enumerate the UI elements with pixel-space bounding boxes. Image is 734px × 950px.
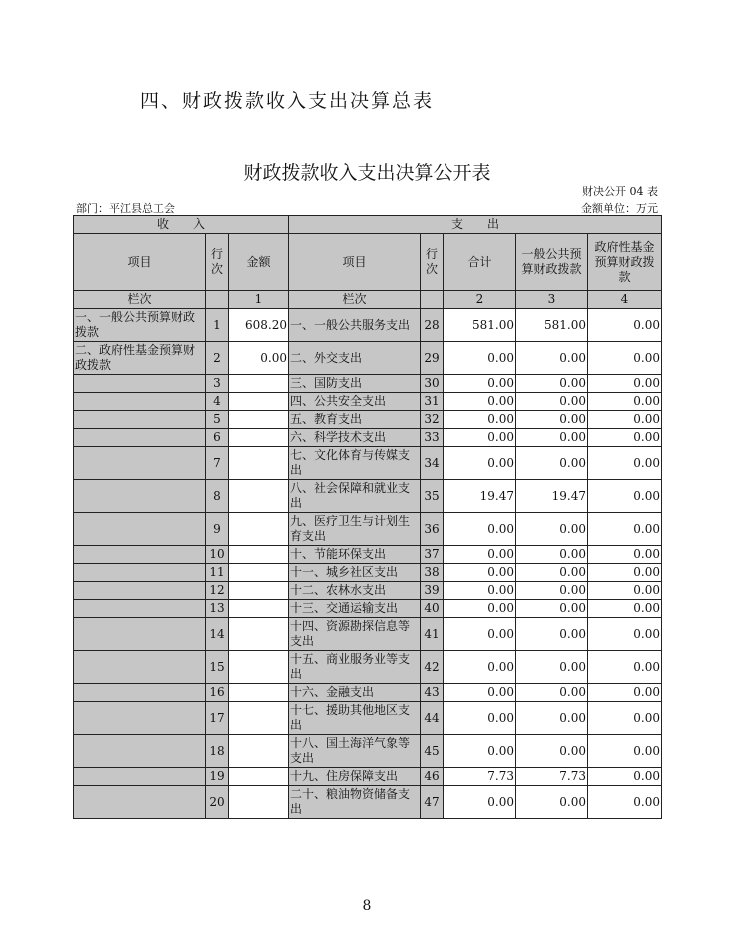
department-label: 部门：平江县总工会 bbox=[76, 202, 175, 215]
income-amount-cell bbox=[229, 411, 289, 429]
income-item-cell bbox=[74, 546, 206, 564]
expense-gov-fund-cell: 0.00 bbox=[588, 513, 662, 546]
income-line-cell: 8 bbox=[206, 480, 229, 513]
expense-gov-fund-cell: 0.00 bbox=[588, 618, 662, 651]
expense-item-cell: 十、节能环保支出 bbox=[289, 546, 421, 564]
expense-general-cell: 0.00 bbox=[516, 546, 588, 564]
income-amount-cell bbox=[229, 618, 289, 651]
expense-total-cell: 0.00 bbox=[444, 546, 516, 564]
income-amount-cell bbox=[229, 513, 289, 546]
expense-total-cell: 0.00 bbox=[444, 684, 516, 702]
col-line-header: 行次 bbox=[206, 234, 229, 291]
table-row bbox=[74, 768, 662, 786]
col-gov-fund-header: 政府性基金预算财政拨款 bbox=[588, 234, 662, 291]
income-amount-cell bbox=[229, 684, 289, 702]
expense-general-cell: 0.00 bbox=[516, 375, 588, 393]
income-line-cell: 17 bbox=[206, 702, 229, 735]
expense-header: 支 出 bbox=[289, 216, 662, 234]
income-amount-cell bbox=[229, 786, 289, 819]
section-heading: 四、财政拨款收入支出决算总表 bbox=[140, 90, 435, 112]
income-amount-cell bbox=[229, 480, 289, 513]
table-row bbox=[74, 513, 662, 546]
expense-gov-fund-cell: 0.00 bbox=[588, 564, 662, 582]
col-general-header: 一般公共预算财政拨款 bbox=[516, 234, 588, 291]
expense-item-cell: 一、一般公共服务支出 bbox=[289, 309, 421, 342]
expense-general-cell: 0.00 bbox=[516, 735, 588, 768]
table-row bbox=[74, 600, 662, 618]
table-row bbox=[74, 309, 662, 342]
expense-general-cell: 0.00 bbox=[516, 684, 588, 702]
income-item-cell bbox=[74, 447, 206, 480]
col-total-header: 合计 bbox=[444, 234, 516, 291]
expense-item-cell: 七、文化体育与传媒支出 bbox=[289, 447, 421, 480]
income-line-cell: 3 bbox=[206, 375, 229, 393]
income-amount-cell bbox=[229, 564, 289, 582]
expense-item-cell: 十一、城乡社区支出 bbox=[289, 564, 421, 582]
page-number: 8 bbox=[362, 898, 372, 914]
expense-total-cell: 0.00 bbox=[444, 429, 516, 447]
budget-table bbox=[73, 215, 662, 819]
expense-line-cell: 40 bbox=[421, 600, 444, 618]
income-line-cell: 12 bbox=[206, 582, 229, 600]
col-index-blank bbox=[206, 291, 229, 309]
expense-item-cell: 十二、农林水支出 bbox=[289, 582, 421, 600]
table-row bbox=[74, 411, 662, 429]
expense-total-cell: 0.00 bbox=[444, 393, 516, 411]
expense-line-cell: 44 bbox=[421, 702, 444, 735]
income-amount-cell bbox=[229, 429, 289, 447]
table-row bbox=[74, 735, 662, 768]
income-item-cell bbox=[74, 768, 206, 786]
expense-gov-fund-cell: 0.00 bbox=[588, 600, 662, 618]
income-line-cell: 10 bbox=[206, 546, 229, 564]
income-line-cell: 6 bbox=[206, 429, 229, 447]
expense-item-cell: 二、外交支出 bbox=[289, 342, 421, 375]
income-header: 收 入 bbox=[74, 216, 289, 234]
income-amount-cell bbox=[229, 582, 289, 600]
expense-gov-fund-cell: 0.00 bbox=[588, 393, 662, 411]
expense-item-cell: 二十、粮油物资储备支出 bbox=[289, 786, 421, 819]
income-amount-cell bbox=[229, 375, 289, 393]
expense-line-cell: 38 bbox=[421, 564, 444, 582]
expense-general-cell: 0.00 bbox=[516, 618, 588, 651]
expense-general-cell: 0.00 bbox=[516, 702, 588, 735]
income-amount-cell bbox=[229, 768, 289, 786]
expense-gov-fund-cell: 0.00 bbox=[588, 684, 662, 702]
expense-gov-fund-cell: 0.00 bbox=[588, 342, 662, 375]
income-item-cell bbox=[74, 735, 206, 768]
table-row bbox=[74, 375, 662, 393]
table-row bbox=[74, 342, 662, 375]
expense-general-cell: 0.00 bbox=[516, 393, 588, 411]
table-row bbox=[74, 429, 662, 447]
expense-line-cell: 43 bbox=[421, 684, 444, 702]
expense-general-cell: 0.00 bbox=[516, 429, 588, 447]
expense-gov-fund-cell: 0.00 bbox=[588, 411, 662, 429]
expense-item-cell: 十六、金融支出 bbox=[289, 684, 421, 702]
expense-general-cell: 0.00 bbox=[516, 411, 588, 429]
expense-item-cell: 九、医疗卫生与计划生育支出 bbox=[289, 513, 421, 546]
expense-line-cell: 46 bbox=[421, 768, 444, 786]
expense-gov-fund-cell: 0.00 bbox=[588, 735, 662, 768]
expense-line-cell: 42 bbox=[421, 651, 444, 684]
income-amount-cell: 0.00 bbox=[229, 342, 289, 375]
table-row bbox=[74, 618, 662, 651]
expense-total-cell: 0.00 bbox=[444, 342, 516, 375]
expense-gov-fund-cell: 0.00 bbox=[588, 546, 662, 564]
income-item-cell: 二、政府性基金预算财政拨款 bbox=[74, 342, 206, 375]
expense-general-cell: 0.00 bbox=[516, 651, 588, 684]
table-row bbox=[74, 546, 662, 564]
income-line-cell: 9 bbox=[206, 513, 229, 546]
income-item-cell bbox=[74, 480, 206, 513]
col-index-4: 4 bbox=[588, 291, 662, 309]
expense-total-cell: 7.73 bbox=[444, 768, 516, 786]
income-amount-cell bbox=[229, 447, 289, 480]
expense-total-cell: 0.00 bbox=[444, 513, 516, 546]
expense-general-cell: 0.00 bbox=[516, 786, 588, 819]
expense-total-cell: 0.00 bbox=[444, 411, 516, 429]
col-item-header: 项目 bbox=[74, 234, 206, 291]
expense-line-cell: 34 bbox=[421, 447, 444, 480]
income-line-cell: 11 bbox=[206, 564, 229, 582]
income-line-cell: 4 bbox=[206, 393, 229, 411]
expense-item-cell: 六、科学技术支出 bbox=[289, 429, 421, 447]
expense-gov-fund-cell: 0.00 bbox=[588, 786, 662, 819]
table-title: 财政拨款收入支出决算公开表 bbox=[243, 162, 491, 184]
expense-total-cell: 581.00 bbox=[444, 309, 516, 342]
income-line-cell: 1 bbox=[206, 309, 229, 342]
expense-total-cell: 0.00 bbox=[444, 618, 516, 651]
expense-line-cell: 47 bbox=[421, 786, 444, 819]
col-index-3: 3 bbox=[516, 291, 588, 309]
expense-gov-fund-cell: 0.00 bbox=[588, 702, 662, 735]
expense-item-cell: 五、教育支出 bbox=[289, 411, 421, 429]
table-row bbox=[74, 393, 662, 411]
income-line-cell: 15 bbox=[206, 651, 229, 684]
expense-total-cell: 0.00 bbox=[444, 375, 516, 393]
income-item-cell bbox=[74, 411, 206, 429]
expense-line-cell: 33 bbox=[421, 429, 444, 447]
income-item-cell bbox=[74, 702, 206, 735]
income-line-cell: 2 bbox=[206, 342, 229, 375]
expense-general-cell: 581.00 bbox=[516, 309, 588, 342]
form-code: 财决公开 04 表 bbox=[582, 185, 658, 198]
table-row bbox=[74, 480, 662, 513]
table-row bbox=[74, 564, 662, 582]
expense-gov-fund-cell: 0.00 bbox=[588, 447, 662, 480]
col-amount-header: 金额 bbox=[229, 234, 289, 291]
income-item-cell bbox=[74, 429, 206, 447]
expense-item-cell: 三、国防支出 bbox=[289, 375, 421, 393]
income-item-cell bbox=[74, 786, 206, 819]
income-amount-cell bbox=[229, 600, 289, 618]
income-line-cell: 5 bbox=[206, 411, 229, 429]
expense-general-cell: 0.00 bbox=[516, 447, 588, 480]
expense-item-cell: 十三、交通运输支出 bbox=[289, 600, 421, 618]
col-index-label: 栏次 bbox=[74, 291, 206, 309]
expense-line-cell: 32 bbox=[421, 411, 444, 429]
income-item-cell bbox=[74, 618, 206, 651]
income-item-cell bbox=[74, 375, 206, 393]
expense-line-cell: 28 bbox=[421, 309, 444, 342]
col-index-label2: 栏次 bbox=[289, 291, 421, 309]
income-amount-cell: 608.20 bbox=[229, 309, 289, 342]
expense-gov-fund-cell: 0.00 bbox=[588, 309, 662, 342]
expense-line-cell: 30 bbox=[421, 375, 444, 393]
expense-gov-fund-cell: 0.00 bbox=[588, 582, 662, 600]
expense-total-cell: 0.00 bbox=[444, 702, 516, 735]
expense-gov-fund-cell: 0.00 bbox=[588, 480, 662, 513]
expense-line-cell: 39 bbox=[421, 582, 444, 600]
income-line-cell: 18 bbox=[206, 735, 229, 768]
col-index-1: 1 bbox=[229, 291, 289, 309]
income-line-cell: 13 bbox=[206, 600, 229, 618]
income-line-cell: 19 bbox=[206, 768, 229, 786]
expense-general-cell: 7.73 bbox=[516, 768, 588, 786]
expense-gov-fund-cell: 0.00 bbox=[588, 768, 662, 786]
income-amount-cell bbox=[229, 702, 289, 735]
income-line-cell: 16 bbox=[206, 684, 229, 702]
expense-gov-fund-cell: 0.00 bbox=[588, 651, 662, 684]
income-item-cell bbox=[74, 684, 206, 702]
table-row bbox=[74, 582, 662, 600]
expense-total-cell: 0.00 bbox=[444, 447, 516, 480]
expense-line-cell: 29 bbox=[421, 342, 444, 375]
expense-item-cell: 十九、住房保障支出 bbox=[289, 768, 421, 786]
expense-general-cell: 0.00 bbox=[516, 564, 588, 582]
expense-line-cell: 41 bbox=[421, 618, 444, 651]
expense-total-cell: 19.47 bbox=[444, 480, 516, 513]
table-row bbox=[74, 702, 662, 735]
expense-total-cell: 0.00 bbox=[444, 735, 516, 768]
income-amount-cell bbox=[229, 393, 289, 411]
expense-total-cell: 0.00 bbox=[444, 582, 516, 600]
col-index-2: 2 bbox=[444, 291, 516, 309]
expense-line-cell: 45 bbox=[421, 735, 444, 768]
income-line-cell: 20 bbox=[206, 786, 229, 819]
income-amount-cell bbox=[229, 546, 289, 564]
expense-item-cell: 八、社会保障和就业支出 bbox=[289, 480, 421, 513]
expense-general-cell: 0.00 bbox=[516, 513, 588, 546]
expense-line-cell: 36 bbox=[421, 513, 444, 546]
expense-gov-fund-cell: 0.00 bbox=[588, 429, 662, 447]
expense-general-cell: 0.00 bbox=[516, 600, 588, 618]
income-line-cell: 14 bbox=[206, 618, 229, 651]
expense-total-cell: 0.00 bbox=[444, 786, 516, 819]
expense-total-cell: 0.00 bbox=[444, 651, 516, 684]
expense-general-cell: 19.47 bbox=[516, 480, 588, 513]
expense-line-cell: 35 bbox=[421, 480, 444, 513]
col-item2-header: 项目 bbox=[289, 234, 421, 291]
income-item-cell bbox=[74, 564, 206, 582]
table-row bbox=[74, 684, 662, 702]
table-row bbox=[74, 447, 662, 480]
table-row bbox=[74, 651, 662, 684]
income-line-cell: 7 bbox=[206, 447, 229, 480]
expense-item-cell: 四、公共安全支出 bbox=[289, 393, 421, 411]
expense-general-cell: 0.00 bbox=[516, 582, 588, 600]
income-item-cell bbox=[74, 513, 206, 546]
table-row bbox=[74, 786, 662, 819]
income-item-cell bbox=[74, 582, 206, 600]
expense-item-cell: 十八、国土海洋气象等支出 bbox=[289, 735, 421, 768]
income-amount-cell bbox=[229, 651, 289, 684]
income-item-cell: 一、一般公共预算财政拨款 bbox=[74, 309, 206, 342]
income-item-cell bbox=[74, 393, 206, 411]
unit-label: 金额单位：万元 bbox=[581, 202, 658, 215]
expense-item-cell: 十五、商业服务业等支出 bbox=[289, 651, 421, 684]
expense-gov-fund-cell: 0.00 bbox=[588, 375, 662, 393]
expense-line-cell: 37 bbox=[421, 546, 444, 564]
expense-item-cell: 十七、援助其他地区支出 bbox=[289, 702, 421, 735]
col-index-blank2 bbox=[421, 291, 444, 309]
expense-total-cell: 0.00 bbox=[444, 600, 516, 618]
col-line2-header: 行次 bbox=[421, 234, 444, 291]
income-item-cell bbox=[74, 600, 206, 618]
expense-general-cell: 0.00 bbox=[516, 342, 588, 375]
income-item-cell bbox=[74, 651, 206, 684]
expense-total-cell: 0.00 bbox=[444, 564, 516, 582]
expense-line-cell: 31 bbox=[421, 393, 444, 411]
income-amount-cell bbox=[229, 735, 289, 768]
expense-item-cell: 十四、资源勘探信息等支出 bbox=[289, 618, 421, 651]
